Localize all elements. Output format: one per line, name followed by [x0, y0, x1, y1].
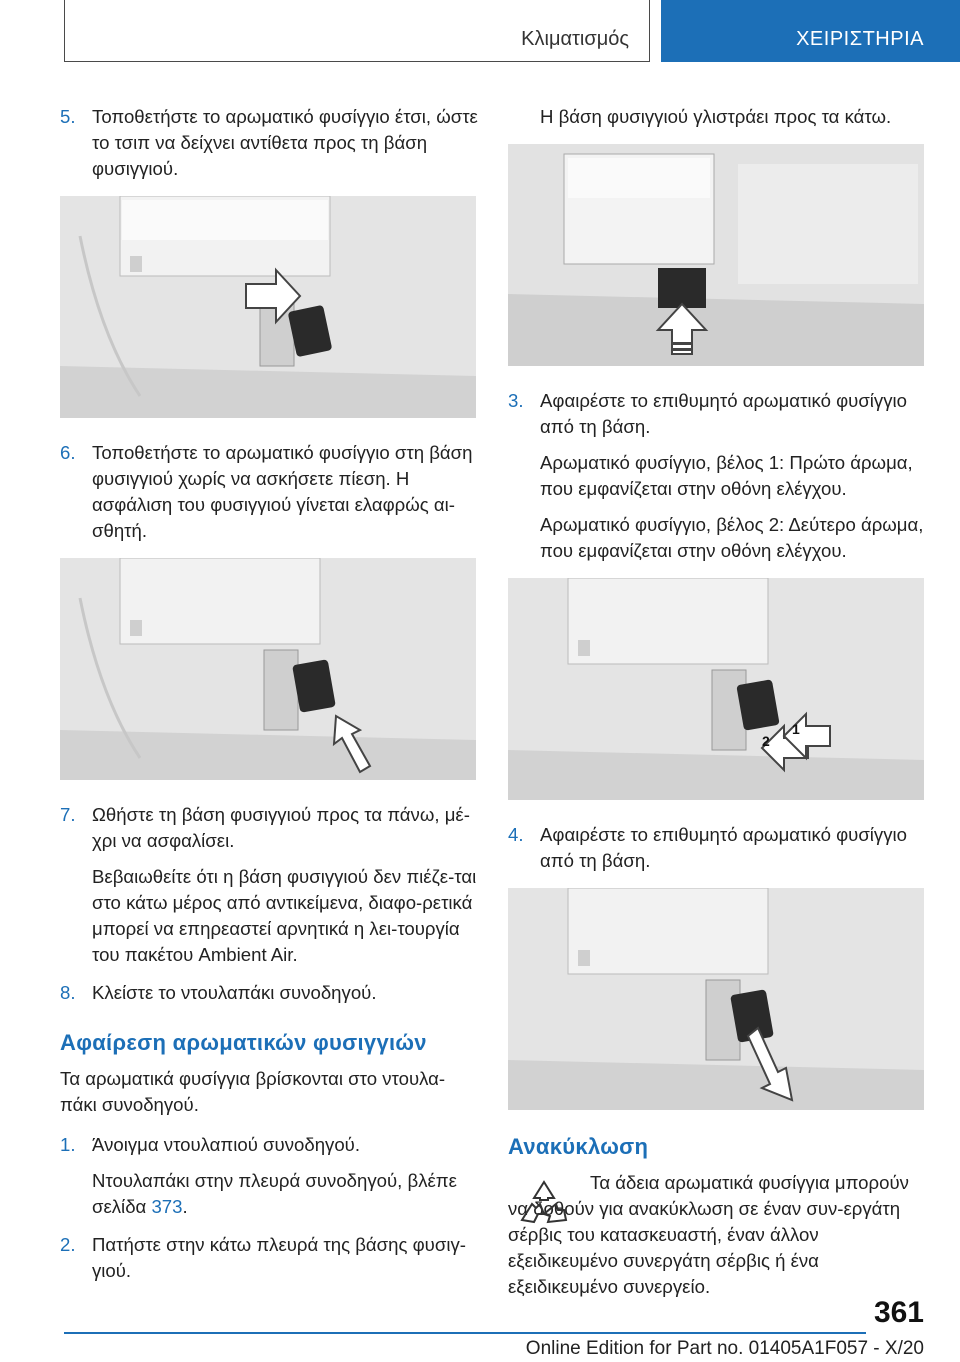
remove-step-4 [508, 822, 928, 874]
note-text-end: . [182, 1196, 188, 1217]
left-column [60, 104, 480, 1296]
recycle-icon [514, 1178, 574, 1234]
step-text: Αφαιρέστε το επιθυμητό αρωματικό φυσίγγιο από τη βάση. [540, 390, 907, 437]
step-number: 7. [60, 804, 76, 825]
footer-edition: Online Edition for Part no. 01405A1F057 - X/20 [525, 1338, 924, 1359]
step-7 [60, 802, 480, 968]
header-chapter-box [661, 0, 960, 62]
step-number: 3. [508, 390, 524, 411]
header-section-title: Κλιματισμός [521, 28, 629, 50]
step-5 [60, 104, 480, 182]
step-2-continued [508, 104, 928, 130]
step-number: 5. [60, 106, 76, 127]
step-text: Πατήστε στην κάτω πλευρά της βάσης φυσιγ-γιού. [92, 1234, 466, 1281]
step-text: Ωθήστε τη βάση φυσιγγιού προς τα πάνω, μέ-χρι να ασφαλίσει. [92, 804, 470, 851]
section-intro: Τα αρωματικά φυσίγγια βρίσκονται στο ντουλα-πάκι συνοδηγού. [60, 1068, 446, 1115]
step-number: 2. [60, 1234, 76, 1255]
figure-pull-cartridge [508, 888, 924, 1110]
recycling-text: Τα άδεια αρωματικά φυσίγγια μπορούν να δοθούν για ανακύκλωση σε έναν συν-εργάτη σέρβις του κατασκευαστή, έναν άλλον εξειδικευμένο συνεργάτη σέρβις ή ένα εξειδικευμένο συνεργείο. [508, 1172, 909, 1297]
step-number: 4. [508, 824, 524, 845]
footer-divider [64, 1332, 866, 1334]
header-section-box [64, 0, 650, 62]
remove-step-2 [60, 1232, 480, 1284]
figure-select-cartridge [508, 578, 924, 800]
step-number: 1. [60, 1134, 76, 1155]
step-text: Κλείστε το ντουλαπάκι συνοδηγού. [92, 982, 377, 1003]
step-text: Τοποθετήστε το αρωματικό φυσίγγιο στη βάση φυσιγγιού χωρίς να ασκήσετε πίεση. Η ασφάλιση του φυσιγγιού γίνεται ελαφρώς αι-σθητή. [92, 442, 473, 541]
step-8 [60, 980, 480, 1006]
figure-press-holder [508, 144, 924, 366]
remove-step-3 [508, 388, 928, 564]
remove-step-1 [60, 1132, 480, 1220]
step-number: 8. [60, 982, 76, 1003]
header-chapter-title: ΧΕΙΡΙΣΤΗΡΙΑ [796, 28, 924, 50]
figure-insert-cartridge [60, 196, 476, 418]
recycling-note [508, 1170, 928, 1300]
step-note-1: Αρωματικό φυσίγγιο, βέλος 1: Πρώτο άρωμα, που εμφανίζεται στην οθόνη ελέγχου. [540, 452, 913, 499]
step-text: Αφαιρέστε το επιθυμητό αρωματικό φυσίγγιο από τη βάση. [540, 824, 907, 871]
note-text: Ντουλαπάκι στην πλευρά συνοδηγού, βλέπε σελίδα [92, 1170, 457, 1217]
page-reference-link[interactable]: 373 [151, 1196, 183, 1217]
arrow-label-2: 2 [762, 733, 770, 749]
step-note [92, 1168, 480, 1220]
figure-seat-cartridge [60, 558, 476, 780]
step-text: Άνοιγμα ντουλαπιού συνοδηγού. [92, 1134, 361, 1155]
section-heading-recycling: Ανακύκλωση [508, 1134, 649, 1159]
arrow-label-1: 1 [792, 721, 800, 737]
step-note-2: Αρωματικό φυσίγγιο, βέλος 2: Δεύτερο άρωμα, που εμφανίζεται στην οθόνη ελέγχου. [540, 514, 924, 561]
step-text: Τοποθετήστε το αρωματικό φυσίγγιο έτσι, ώστε το τσιπ να δείχνει αντίθετα προς τη βάση φυσιγγιού. [92, 106, 478, 179]
step-note: Βεβαιωθείτε ότι η βάση φυσιγγιού δεν πιέζε-ται στο κάτω μέρος από αντικείμενα, διαφο-ρετικά μπορεί να επηρεαστεί αρνητικά η λει-τουργία του πακέτου Ambient Air. [92, 866, 477, 965]
step-number: 6. [60, 442, 76, 463]
step-text: Η βάση φυσιγγιού γλιστράει προς τα κάτω. [540, 106, 892, 127]
section-heading-remove: Αφαίρεση αρωματικών φυσιγγιών [60, 1030, 427, 1055]
right-column [508, 104, 928, 1300]
page-number: 361 [873, 1296, 924, 1329]
step-6 [60, 440, 480, 544]
